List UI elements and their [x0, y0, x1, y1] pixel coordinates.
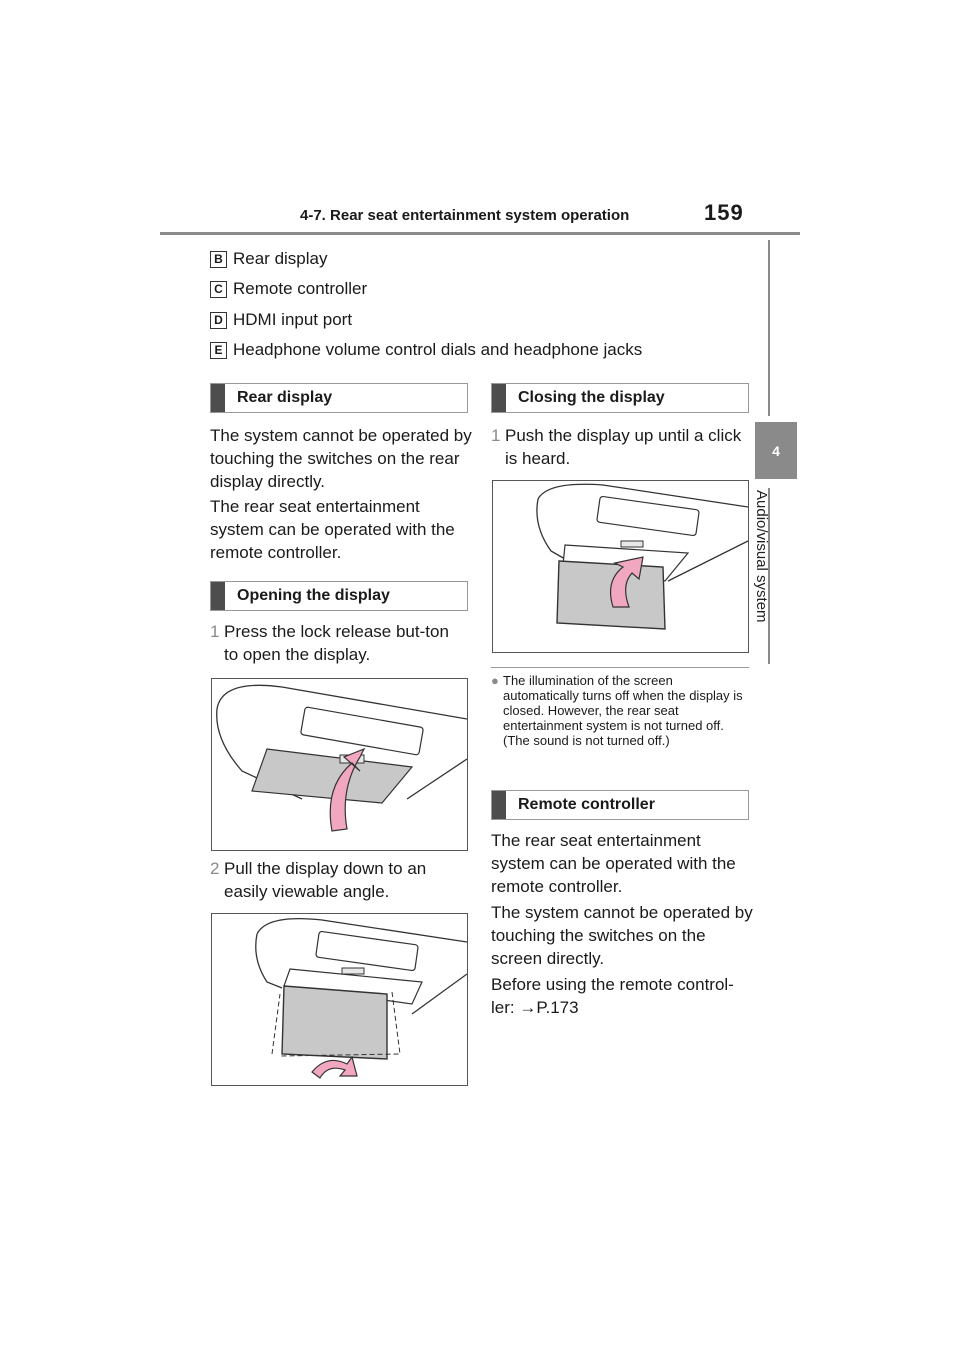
bullet-icon: ● [491, 673, 499, 688]
heading-text: Opening the display [237, 587, 390, 604]
figure-pull-down [211, 913, 468, 1086]
step-number: 1 [491, 426, 501, 445]
step-number: 1 [210, 622, 220, 641]
remote-p1: The rear seat entertainment system can be operated with the remote controller. [491, 831, 736, 896]
legend-item-c [210, 279, 367, 299]
rear-display-heading [210, 383, 468, 413]
illustration-lock-release [212, 679, 467, 850]
chapter-tab: 4 [755, 422, 797, 479]
remote-heading [491, 790, 749, 820]
chapter-title: Audio/visual system [753, 490, 770, 623]
closing-heading [491, 383, 749, 413]
opening-step-1 [210, 620, 466, 666]
illustration-push-up [493, 481, 748, 652]
step-text: Push the display up until a click is heard. [505, 426, 742, 468]
page-number: 159 [704, 200, 744, 225]
remote-p3 [491, 973, 753, 1019]
remote-p3-text: Before using the remote control-ler: [491, 975, 734, 1017]
rear-display-p1: The system cannot be operated by touching the switches on the rear display directly. [210, 426, 472, 491]
legend-text: Rear display [233, 249, 328, 268]
legend-text: Headphone volume control dials and headphone jacks [233, 340, 643, 359]
note-rule [491, 667, 749, 668]
heading-text: Remote controller [518, 796, 655, 813]
label-box-b: B [210, 251, 227, 268]
page-reference-link[interactable]: P.173 [536, 998, 579, 1017]
heading-bar [211, 384, 225, 412]
figure-close-display [492, 480, 749, 653]
opening-step-2 [210, 857, 466, 903]
step-text: Pull the display down to an easily viewable angle. [224, 859, 427, 901]
heading-bar [211, 582, 225, 610]
label-box-d: D [210, 312, 227, 329]
opening-heading [210, 581, 468, 611]
legend-text: Remote controller [233, 279, 368, 298]
note-text: The illumination of the screen automatically turns off when the display is closed. However, the rear seat entertainment system is not turned off. (The sound is not turned off.) [503, 673, 743, 748]
section-title: 4-7. Rear seat entertainment system operation [300, 207, 630, 224]
figure-open-lock-release [211, 678, 468, 851]
header-rule [160, 232, 800, 235]
illustration-pull-down [212, 914, 467, 1085]
legend-item-e [210, 340, 642, 360]
side-rule-top [768, 240, 770, 416]
label-box-e: E [210, 342, 227, 359]
closing-step-1 [491, 424, 747, 470]
remote-p2: The system cannot be operated by touching the switches on the screen directly. [491, 903, 753, 968]
closing-note [491, 673, 749, 748]
legend-text: HDMI input port [233, 310, 353, 329]
legend-item-d [210, 310, 352, 330]
rear-display-p2: The rear seat entertainment system can be operated with the remote controller. [210, 497, 455, 562]
heading-bar [492, 791, 506, 819]
arrow-right-icon: → [519, 998, 537, 1017]
legend-item-b [210, 249, 328, 269]
heading-bar [492, 384, 506, 412]
heading-text: Rear display [237, 389, 333, 406]
label-box-c: C [210, 281, 227, 298]
step-number: 2 [210, 859, 220, 878]
step-text: Press the lock release but-ton to open the display. [224, 622, 449, 664]
heading-text: Closing the display [518, 389, 665, 406]
